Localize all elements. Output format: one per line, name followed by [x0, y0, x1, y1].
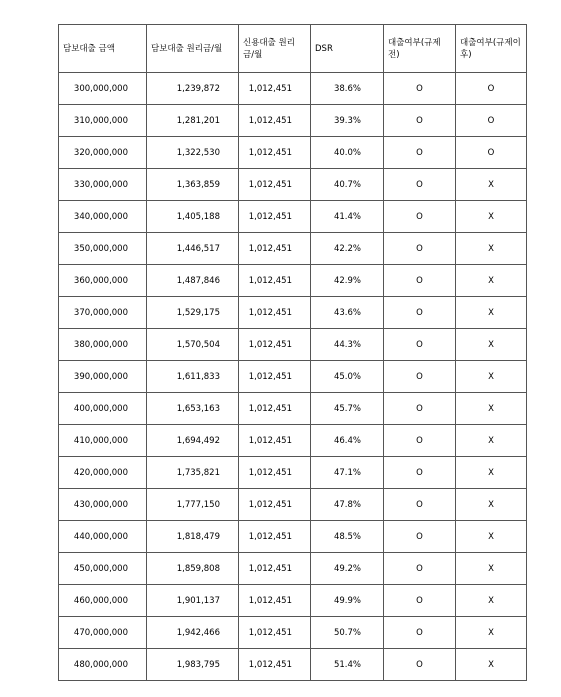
cell-eligibility-before: O [384, 457, 456, 489]
cell-credit-payment: 1,012,451 [239, 361, 311, 393]
cell-mortgage-amount: 390,000,000 [59, 361, 147, 393]
cell-mortgage-amount: 350,000,000 [59, 233, 147, 265]
cell-eligibility-after: X [456, 169, 527, 201]
cell-eligibility-before: O [384, 137, 456, 169]
cell-eligibility-after: O [456, 73, 527, 105]
cell-mortgage-amount: 360,000,000 [59, 265, 147, 297]
cell-dsr: 39.3% [311, 105, 384, 137]
cell-dsr: 45.7% [311, 393, 384, 425]
cell-mortgage-amount: 460,000,000 [59, 585, 147, 617]
table-header-row [59, 25, 527, 73]
cell-mortgage-payment: 1,859,808 [147, 553, 239, 585]
cell-mortgage-payment: 1,529,175 [147, 297, 239, 329]
table-row [59, 425, 527, 457]
table-row [59, 553, 527, 585]
header-credit-payment: 신용대출 원리금/월 [239, 25, 311, 73]
cell-eligibility-before: O [384, 585, 456, 617]
cell-mortgage-payment: 1,611,833 [147, 361, 239, 393]
cell-mortgage-payment: 1,363,859 [147, 169, 239, 201]
cell-credit-payment: 1,012,451 [239, 617, 311, 649]
header-eligibility-before: 대출여부(규제전) [384, 25, 456, 73]
cell-eligibility-before: O [384, 233, 456, 265]
cell-mortgage-payment: 1,735,821 [147, 457, 239, 489]
table-row [59, 105, 527, 137]
loan-dsr-table [58, 24, 527, 681]
cell-credit-payment: 1,012,451 [239, 201, 311, 233]
cell-dsr: 40.0% [311, 137, 384, 169]
cell-eligibility-after: X [456, 393, 527, 425]
cell-eligibility-before: O [384, 553, 456, 585]
cell-mortgage-payment: 1,942,466 [147, 617, 239, 649]
table-row [59, 137, 527, 169]
cell-mortgage-amount: 430,000,000 [59, 489, 147, 521]
cell-dsr: 42.9% [311, 265, 384, 297]
cell-mortgage-payment: 1,694,492 [147, 425, 239, 457]
cell-eligibility-after: X [456, 585, 527, 617]
table-row [59, 489, 527, 521]
cell-eligibility-before: O [384, 425, 456, 457]
cell-dsr: 44.3% [311, 329, 384, 361]
table-row [59, 585, 527, 617]
table-row [59, 521, 527, 553]
cell-eligibility-before: O [384, 649, 456, 681]
cell-eligibility-after: X [456, 361, 527, 393]
cell-eligibility-before: O [384, 105, 456, 137]
cell-credit-payment: 1,012,451 [239, 553, 311, 585]
cell-dsr: 48.5% [311, 521, 384, 553]
cell-eligibility-before: O [384, 617, 456, 649]
table-row [59, 649, 527, 681]
cell-dsr: 45.0% [311, 361, 384, 393]
cell-dsr: 50.7% [311, 617, 384, 649]
cell-credit-payment: 1,012,451 [239, 265, 311, 297]
cell-mortgage-payment: 1,487,846 [147, 265, 239, 297]
cell-credit-payment: 1,012,451 [239, 457, 311, 489]
cell-eligibility-after: O [456, 105, 527, 137]
cell-eligibility-after: X [456, 265, 527, 297]
cell-mortgage-payment: 1,446,517 [147, 233, 239, 265]
cell-mortgage-amount: 370,000,000 [59, 297, 147, 329]
cell-mortgage-payment: 1,239,872 [147, 73, 239, 105]
cell-mortgage-payment: 1,281,201 [147, 105, 239, 137]
cell-credit-payment: 1,012,451 [239, 425, 311, 457]
cell-eligibility-before: O [384, 169, 456, 201]
cell-eligibility-before: O [384, 297, 456, 329]
cell-mortgage-payment: 1,653,163 [147, 393, 239, 425]
cell-credit-payment: 1,012,451 [239, 649, 311, 681]
header-mortgage-payment: 담보대출 원리금/월 [147, 25, 239, 73]
cell-eligibility-after: X [456, 649, 527, 681]
cell-eligibility-before: O [384, 265, 456, 297]
cell-dsr: 41.4% [311, 201, 384, 233]
cell-mortgage-amount: 450,000,000 [59, 553, 147, 585]
header-eligibility-after: 대출여부(규제이후) [456, 25, 527, 73]
cell-eligibility-after: X [456, 521, 527, 553]
cell-mortgage-amount: 300,000,000 [59, 73, 147, 105]
cell-mortgage-payment: 1,570,504 [147, 329, 239, 361]
cell-dsr: 43.6% [311, 297, 384, 329]
cell-credit-payment: 1,012,451 [239, 489, 311, 521]
cell-mortgage-amount: 440,000,000 [59, 521, 147, 553]
cell-mortgage-payment: 1,983,795 [147, 649, 239, 681]
cell-mortgage-amount: 380,000,000 [59, 329, 147, 361]
cell-eligibility-after: X [456, 617, 527, 649]
cell-credit-payment: 1,012,451 [239, 585, 311, 617]
cell-eligibility-after: X [456, 233, 527, 265]
table-row [59, 201, 527, 233]
cell-eligibility-before: O [384, 393, 456, 425]
cell-dsr: 51.4% [311, 649, 384, 681]
cell-mortgage-amount: 420,000,000 [59, 457, 147, 489]
cell-credit-payment: 1,012,451 [239, 105, 311, 137]
table-row [59, 329, 527, 361]
cell-mortgage-payment: 1,901,137 [147, 585, 239, 617]
cell-credit-payment: 1,012,451 [239, 73, 311, 105]
cell-dsr: 49.2% [311, 553, 384, 585]
header-dsr: DSR [311, 25, 384, 73]
cell-dsr: 38.6% [311, 73, 384, 105]
cell-eligibility-after: O [456, 137, 527, 169]
table-row [59, 617, 527, 649]
cell-mortgage-payment: 1,777,150 [147, 489, 239, 521]
table-row [59, 393, 527, 425]
cell-eligibility-after: X [456, 425, 527, 457]
cell-dsr: 40.7% [311, 169, 384, 201]
cell-credit-payment: 1,012,451 [239, 137, 311, 169]
cell-eligibility-before: O [384, 361, 456, 393]
cell-dsr: 47.1% [311, 457, 384, 489]
cell-eligibility-after: X [456, 201, 527, 233]
table-row [59, 457, 527, 489]
cell-eligibility-after: X [456, 457, 527, 489]
cell-mortgage-payment: 1,405,188 [147, 201, 239, 233]
cell-eligibility-before: O [384, 73, 456, 105]
cell-dsr: 47.8% [311, 489, 384, 521]
cell-dsr: 46.4% [311, 425, 384, 457]
cell-credit-payment: 1,012,451 [239, 297, 311, 329]
table-row [59, 297, 527, 329]
cell-mortgage-amount: 470,000,000 [59, 617, 147, 649]
cell-mortgage-amount: 310,000,000 [59, 105, 147, 137]
cell-eligibility-before: O [384, 521, 456, 553]
table-row [59, 265, 527, 297]
cell-eligibility-before: O [384, 329, 456, 361]
cell-mortgage-amount: 400,000,000 [59, 393, 147, 425]
cell-credit-payment: 1,012,451 [239, 393, 311, 425]
cell-credit-payment: 1,012,451 [239, 521, 311, 553]
cell-mortgage-amount: 340,000,000 [59, 201, 147, 233]
header-mortgage-amount: 담보대출 금액 [59, 25, 147, 73]
cell-eligibility-after: X [456, 297, 527, 329]
cell-eligibility-after: X [456, 489, 527, 521]
cell-credit-payment: 1,012,451 [239, 233, 311, 265]
cell-mortgage-amount: 330,000,000 [59, 169, 147, 201]
table-row [59, 233, 527, 265]
cell-eligibility-before: O [384, 201, 456, 233]
cell-mortgage-amount: 410,000,000 [59, 425, 147, 457]
cell-mortgage-amount: 480,000,000 [59, 649, 147, 681]
table-row [59, 361, 527, 393]
table-row [59, 73, 527, 105]
cell-credit-payment: 1,012,451 [239, 329, 311, 361]
cell-eligibility-before: O [384, 489, 456, 521]
cell-dsr: 42.2% [311, 233, 384, 265]
cell-eligibility-after: X [456, 553, 527, 585]
cell-eligibility-after: X [456, 329, 527, 361]
cell-mortgage-amount: 320,000,000 [59, 137, 147, 169]
cell-dsr: 49.9% [311, 585, 384, 617]
table-row [59, 169, 527, 201]
cell-mortgage-payment: 1,322,530 [147, 137, 239, 169]
cell-credit-payment: 1,012,451 [239, 169, 311, 201]
cell-mortgage-payment: 1,818,479 [147, 521, 239, 553]
